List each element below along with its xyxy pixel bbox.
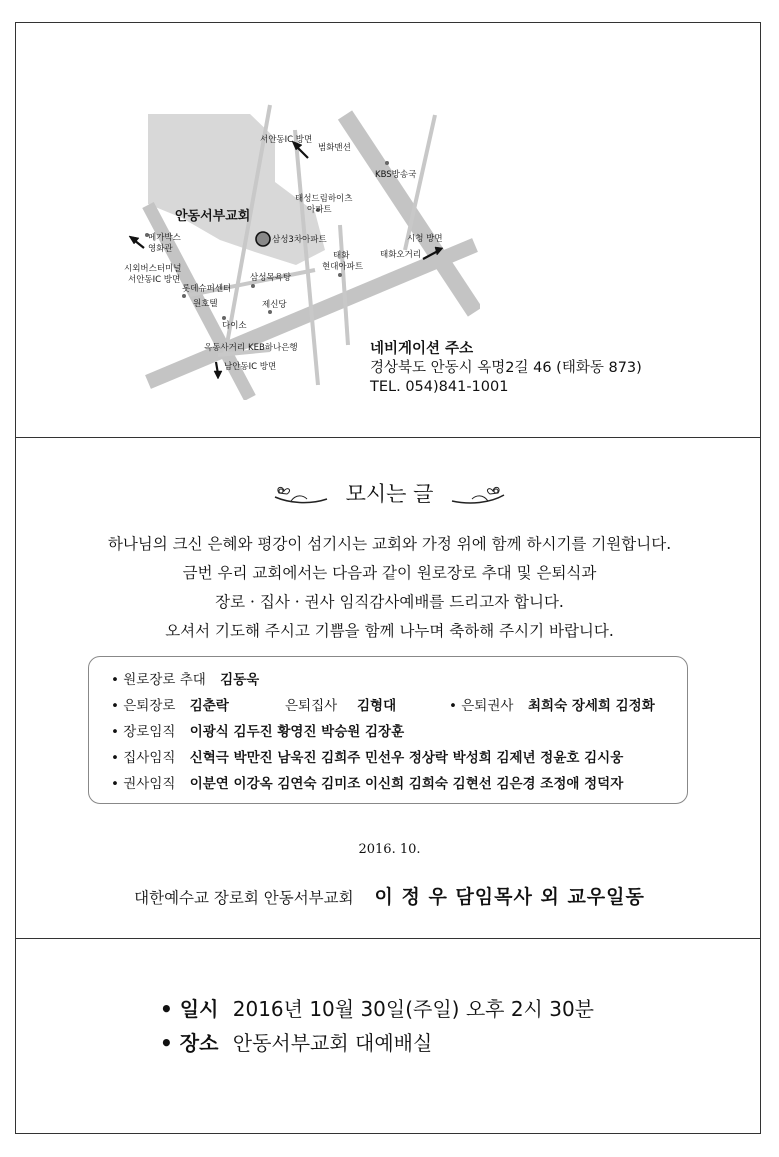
map-label-megabox: 메가박스 [148,233,181,243]
roster-names: 김동욱 [220,672,260,688]
roster-label: • 원로장로 추대 [111,672,206,688]
map-label-beomhwa: 범화맨션 [318,143,351,153]
signature [0,882,779,909]
map-label-samsung3: 삼성3차아파트 [272,235,327,245]
event-place-label: • 장소 [160,1031,219,1055]
roster-label: • 은퇴장로 [111,698,176,714]
map-label-megabox-cinema: 영화관 [148,244,173,254]
divider-bottom [15,938,761,939]
roster-names: 최희숙 장세희 김정화 [528,698,655,714]
map-label-wonhotel: 원호텔 [193,299,218,309]
roster-label: • 권사임직 [111,776,176,792]
map-label-hyundai-apt: 현대아파트 [322,262,364,272]
event-time-label: • 일시 [160,997,219,1021]
roster-names: 이분연 이강옥 김연숙 김미조 이신희 김희숙 김현선 김은경 조정애 정덕자 [189,776,624,792]
church-marker [256,232,270,246]
invitation-line-2: 금번 우리 교회에서는 다음과 같이 원로장로 추대 및 은퇴식과 [182,564,597,582]
roster-label: 은퇴집사 [285,698,338,714]
map-label-keb: KEB하나은행 [248,343,298,353]
event-time-value: 2016년 10월 30일(주일) 오후 2시 30분 [232,997,594,1021]
roster-row-deacon-ordination [111,745,687,771]
navigation-title: 네비게이션 주소 [370,341,474,357]
right-flower-ornament-icon [448,485,508,507]
ordination-roster [88,656,688,804]
roster-names: 김형대 [357,698,397,714]
dot-kbs [385,161,389,165]
invitation-date: 2016. 10. [358,842,421,857]
arrowhead-namandong [214,371,222,379]
map-label-taeseong-apt: 아파트 [307,205,332,215]
navigation-tel: TEL. 054)841-1001 [370,379,509,395]
signature-pastor: 이 정 우 담임목사 외 교우일동 [374,886,645,908]
roster-label: • 집사임직 [111,750,176,766]
map-label-taehwa-ogeori: 태화오거리 [380,250,422,260]
navigation-address [370,340,642,397]
dot-bath [251,284,255,288]
invitation-text [0,530,779,646]
map-label-namandong: 남안동IC 방면 [224,362,277,372]
invitation-line-1: 하나님의 크신 은혜와 평강이 섬기시는 교회와 가정 위에 함께 하시기를 기원합니다. [107,535,672,553]
roster-label: • 장로임직 [111,724,176,740]
invitation-line-4: 오셔서 기도해 주시고 기쁨을 함께 나누며 축하해 주시기 바랍니다. [165,622,614,640]
dot-jaesin [268,310,272,314]
dot-lotte [182,294,186,298]
divider-top [15,437,761,438]
roster-row-deaconess-ordination [111,771,687,797]
signature-org: 대한예수교 장로회 안동서부교회 [134,889,354,907]
roster-row-elder-emeritus [111,667,687,693]
event-place [160,1027,432,1056]
map-label-kbs: KBS방송국 [375,170,417,180]
roster-row-elder-ordination [111,719,687,745]
map-church-name: 안동서부교회 [175,209,251,224]
map-road-main-1 [345,115,475,312]
dot-hyundai [338,273,342,277]
map-label-bath: 삼성목욕탕 [250,273,292,283]
invitation-title: 모시는 글 [345,482,434,506]
invitation-line-3: 장로 · 집사 · 권사 임직감사예배를 드리고자 합니다. [215,593,564,611]
map-label-cityhall: 시청 방면 [407,234,443,244]
map-label-taeseong: 태성드림하이츠 [295,194,353,204]
event-time [160,993,594,1022]
map-label-taehwa: 태화 [333,251,350,261]
left-flower-ornament-icon [271,485,331,507]
map-label-okdong: 옥동사거리 [204,343,246,353]
roster-label: • 은퇴권사 [449,698,514,714]
map-label-lotte: 롯데슈퍼센터 [182,284,232,294]
roster-names: 김춘락 [189,698,229,714]
event-place-value: 안동서부교회 대예배실 [232,1031,433,1055]
map-road-thin-3 [340,225,348,345]
roster-names: 이광식 김두진 황영진 박승원 김장훈 [189,724,405,740]
map-label-daiso: 다이소 [222,321,247,331]
map-label-jaesin: 제신당 [262,300,287,310]
dot-daiso [222,316,226,320]
map-label-terminal-ic: 서안동IC 방면 [128,275,181,285]
invitation-heading [0,478,779,508]
navigation-address-line: 경상북도 안동시 옥명2길 46 (태화동 873) [370,360,642,376]
roster-row-retirement [111,693,687,719]
map-label-terminal: 시외버스터미널 [124,264,182,274]
roster-names: 신혁극 박만진 남욱진 김희주 민선우 정상락 박성희 김제년 정윤호 김시웅 [189,750,624,766]
map-label-seoandong-ic: 서안동IC 방면 [260,135,313,145]
